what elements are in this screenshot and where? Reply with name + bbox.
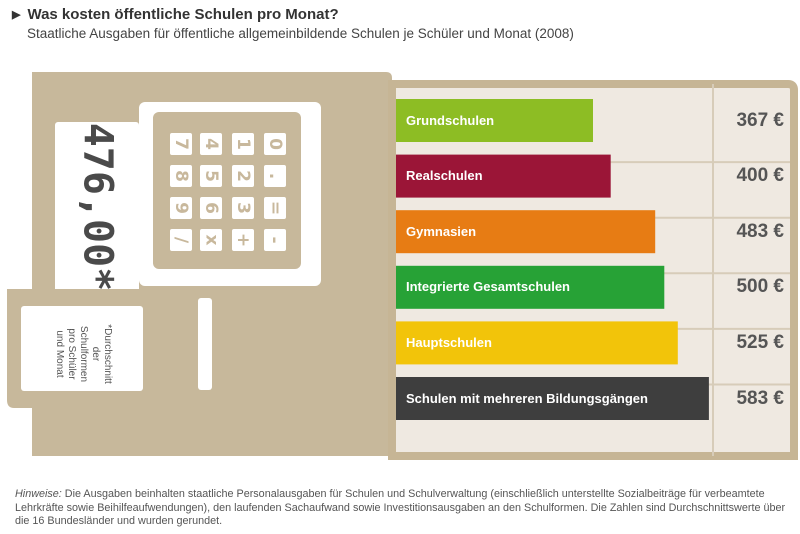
calculator-key-label: 1 [233, 138, 253, 150]
calculator-key-label: 9 [171, 202, 191, 214]
bar-category-label: Gymnasien [406, 223, 477, 239]
chart-title: Was kosten öffentliche Schulen pro Monat? [27, 5, 339, 23]
bar-value-label: 583 € [736, 387, 784, 409]
calculator-key-label: 2 [233, 170, 253, 182]
bar-value-label: 500 € [736, 276, 784, 298]
bar-value-label: 400 € [736, 165, 784, 187]
calculator-key-label: x [201, 234, 221, 246]
calculator-key-label: - [265, 236, 285, 244]
footnote-label: Hinweise: [15, 488, 62, 500]
calculator-key-label: + [233, 232, 253, 248]
display-value: 476,00* [74, 122, 121, 292]
receipt-note [28, 324, 138, 384]
card-slot [198, 298, 212, 390]
bar-value-label: 525 € [736, 331, 784, 353]
calculator-key-label: 8 [171, 170, 191, 182]
triangle-bullet-icon: ▶ [12, 8, 21, 21]
calculator-key-label: 5 [201, 170, 221, 182]
chart-subtitle: Staatliche Ausgaben für öffentliche allgemeinbildende Schulen je Schüler und Monat (2008) [27, 26, 574, 41]
bar-value-label: 367 € [736, 109, 784, 131]
bar-category-label: Hauptschulen [406, 334, 492, 350]
bar-category-label: Grundschulen [406, 112, 495, 128]
receipt-note-text: *Durchschnitt der Schulformen pro Schüler und Monat [54, 324, 113, 384]
footnote-text: Die Ausgaben beinhalten staatliche Personalausgaben für Schulen und Schulverwaltung (einschließlich unterstellte Sozialbeiträge für verbeamtete Lehrkräfte sowie Beihilfeaufwendungen), den laufenden Sachaufwand sowie Investitionsausgaben an den Schulformen. Die Zahlen sind Durchschnittswerte über die 16 Bundesländer und wurden gerundet. [15, 488, 786, 527]
bar-category-label: Integrierte Gesamtschulen [406, 279, 570, 295]
bar-value-label: 483 € [736, 220, 784, 242]
calculator-key-label: . [265, 172, 285, 180]
calculator-key-label: / [171, 236, 191, 244]
display-readout [55, 122, 139, 292]
calculator-key-label: 6 [201, 202, 221, 214]
calculator-key-label: 0 [265, 138, 285, 150]
infographic [0, 62, 800, 472]
chart-header [12, 4, 792, 41]
calculator-key-label: 4 [201, 138, 221, 150]
calculator-key-label: = [265, 200, 285, 216]
chart-title-row [12, 4, 792, 24]
calculator-key-label: 3 [233, 202, 253, 214]
calculator-key-label: 7 [171, 138, 191, 150]
footnote [15, 488, 787, 529]
bar-category-label: Realschulen [406, 168, 483, 184]
bar-category-label: Schulen mit mehreren Bildungsgängen [406, 390, 648, 406]
